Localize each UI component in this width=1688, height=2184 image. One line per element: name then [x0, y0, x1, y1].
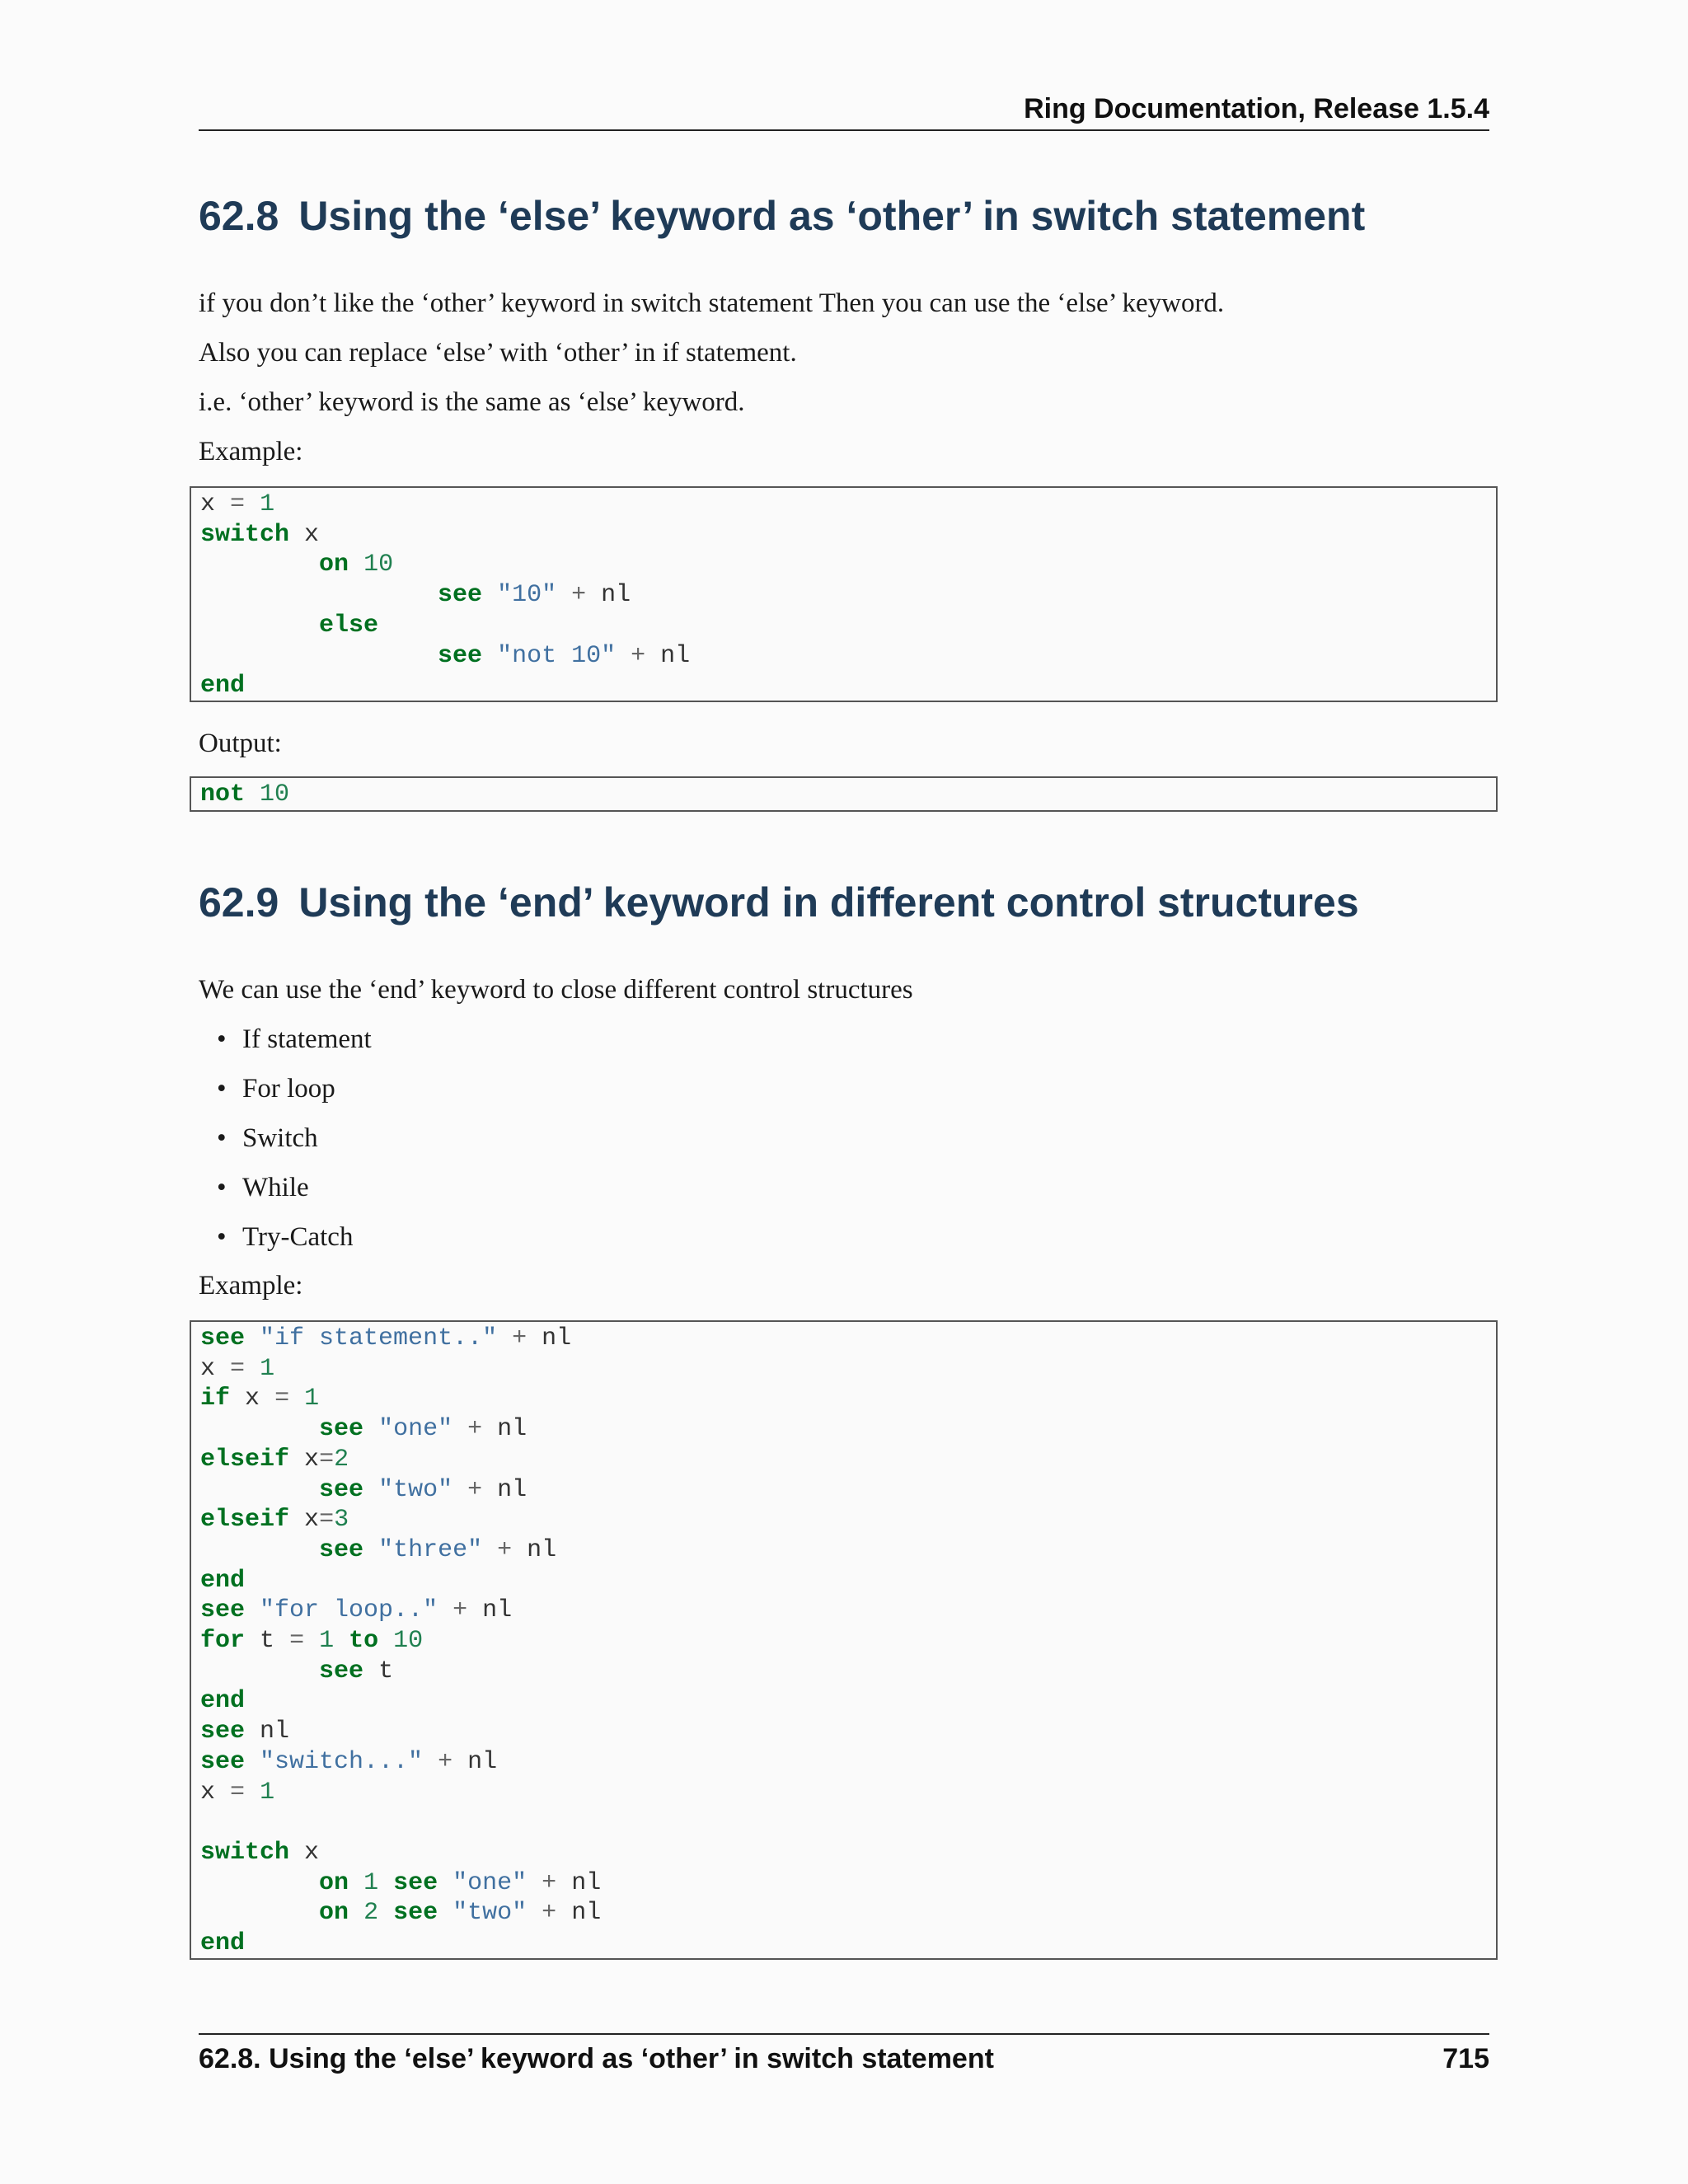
page-number: 715	[1442, 2043, 1489, 2074]
code-listing: see "if statement.." + nl x = 1 if x = 1 see "one" + nl elseif x=2 see "two" + nl elseif x=3 see "three" + nl end see "for loop.." + nl for t = 1 to 10 see t end see nl see "switch..." + nl x = 1 switch x on 1 see "one" + nl on 2 see "two" + nl end	[200, 1324, 602, 1958]
section-number: 62.8	[199, 193, 279, 239]
code-listing: x = 1 switch x on 10 see "10" + nl else see "not 10" + nl end	[200, 490, 691, 701]
list-item: • While	[217, 1173, 309, 1202]
example-label: Example:	[199, 437, 303, 466]
paragraph: Also you can replace ‘else’ with ‘other’ in if statement.	[199, 338, 797, 368]
code-block-switch-else	[190, 486, 1498, 702]
section-heading-text: Using the ‘else’ keyword as ‘other’ in switch statement	[298, 193, 1366, 239]
section-title-62-8	[199, 191, 1600, 241]
bullet-icon: •	[217, 1123, 227, 1153]
section-title-62-9	[199, 878, 1600, 927]
output-listing: not 10	[200, 780, 290, 808]
output-label: Output:	[199, 729, 282, 758]
header-rule	[199, 129, 1489, 131]
bullet-icon: •	[217, 1173, 227, 1202]
list-item: • Switch	[217, 1123, 318, 1153]
code-block-end-keyword	[190, 1320, 1498, 1960]
control-structure-list	[217, 1023, 1396, 1270]
bullet-icon: •	[217, 1024, 227, 1054]
paragraph: if you don’t like the ‘other’ keyword in switch statement Then you can use the ‘else’ keyword.	[199, 288, 1225, 318]
bullet-icon: •	[217, 1222, 227, 1252]
bullet-icon: •	[217, 1074, 227, 1104]
running-header: Ring Documentation, Release 1.5.4	[1024, 93, 1489, 124]
section-number: 62.9	[199, 879, 279, 926]
paragraph: i.e. ‘other’ keyword is the same as ‘else’ keyword.	[199, 387, 745, 417]
code-block-output	[190, 776, 1498, 812]
list-item: • Try-Catch	[217, 1222, 354, 1252]
example-label: Example:	[199, 1271, 303, 1301]
footer-rule	[199, 2033, 1489, 2035]
list-item: • If statement	[217, 1024, 372, 1054]
paragraph: We can use the ‘end’ keyword to close different control structures	[199, 975, 913, 1005]
list-item: • For loop	[217, 1074, 335, 1104]
footer-section-title: 62.8. Using the ‘else’ keyword as ‘other’ in switch statement	[199, 2043, 994, 2074]
section-heading-text: Using the ‘end’ keyword in different control structures	[298, 879, 1359, 926]
